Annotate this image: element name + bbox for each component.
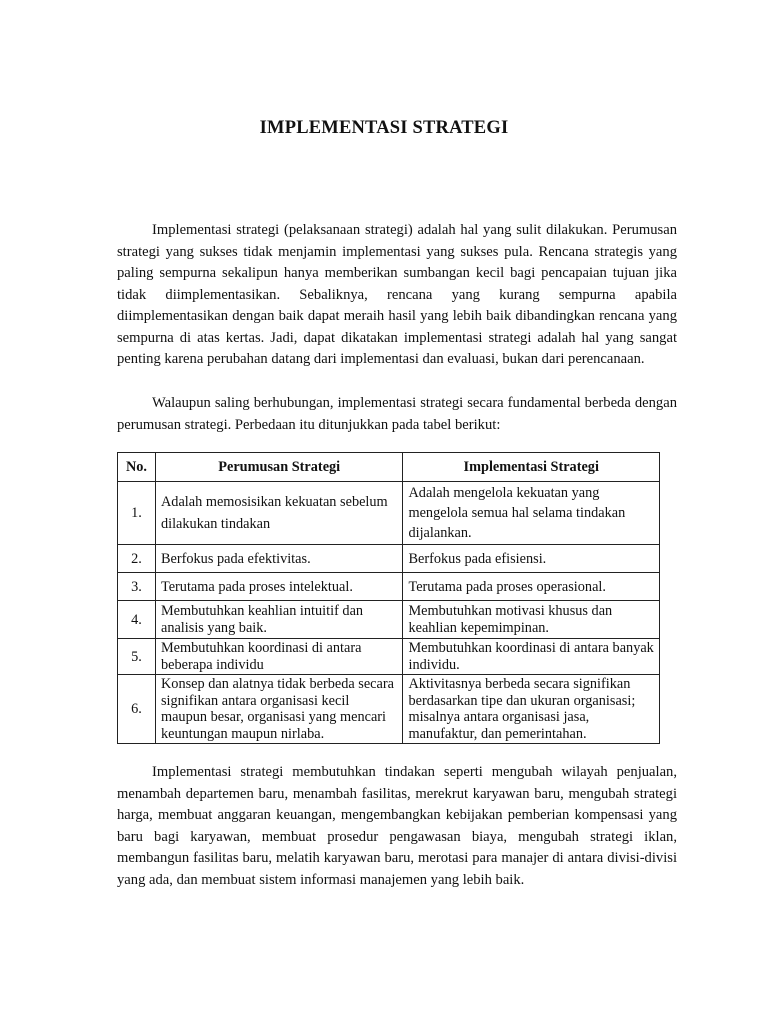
row-number: 2.	[118, 545, 156, 573]
implementasi-cell: Aktivitasnya berbeda secara signifikan berdasarkan tipe dan ukuran organisasi; misalnya antara organisasi jasa, manufaktur, dan pemerintahan.	[403, 675, 660, 744]
row-number: 5.	[118, 639, 156, 675]
implementasi-cell: Adalah mengelola kekuatan yang mengelola semua hal selama tindakan dijalankan.	[403, 482, 660, 545]
table-row	[118, 639, 660, 675]
header-implementasi: Implementasi Strategi	[403, 453, 660, 482]
implementasi-cell: Membutuhkan koordinasi di antara banyak individu.	[403, 639, 660, 675]
table-row	[118, 573, 660, 601]
table-row	[118, 545, 660, 573]
table-row	[118, 601, 660, 639]
perumusan-cell: Konsep dan alatnya tidak berbeda secara signifikan antara organisasi kecil maupun besar, organisasi yang mencari keuntungan maupun nirlaba.	[155, 675, 403, 744]
row-number: 1.	[118, 482, 156, 545]
implementasi-cell: Membutuhkan motivasi khusus dan keahlian kepemimpinan.	[403, 601, 660, 639]
row-number: 3.	[118, 573, 156, 601]
page-title: IMPLEMENTASI STRATEGI	[259, 118, 509, 138]
perumusan-cell: Membutuhkan koordinasi di antara beberapa individu	[155, 639, 403, 675]
table-header-row	[118, 453, 660, 482]
header-no: No.	[118, 453, 156, 482]
implementasi-cell: Berfokus pada efisiensi.	[403, 545, 660, 573]
perumusan-cell: Terutama pada proses intelektual.	[155, 573, 403, 601]
row-number: 6.	[118, 675, 156, 744]
table-row	[118, 675, 660, 744]
intro-paragraph: Implementasi strategi (pelaksanaan strategi) adalah hal yang sulit dilakukan. Perumusan strategi yang sukses tidak menjamin implementasi yang sukses pula. Rencana strategis yang paling sempurna sekalipun hanya memberikan sumbangan kecil bagi pencapaian tujuan jika tidak diimplementasikan. Sebaliknya, rencana yang kurang sempurna apabila diimplementasikan dengan baik dapat meraih hasil yang lebih baik dibandingkan rencana yang sempurna di atas kertas. Jadi, dapat dikatakan implementasi strategi adalah hal yang sangat penting karena perubahan datang dari implementasi dan evaluasi, bukan dari perencanaan.	[117, 222, 677, 367]
implementasi-cell: Terutama pada proses operasional.	[403, 573, 660, 601]
perumusan-cell: Berfokus pada efektivitas.	[155, 545, 403, 573]
header-perumusan: Perumusan Strategi	[155, 453, 403, 482]
perumusan-cell: Adalah memosisikan kekuatan sebelum dilakukan tindakan	[155, 482, 403, 545]
table-row	[118, 482, 660, 545]
perumusan-cell: Membutuhkan keahlian intuitif dan analisis yang baik.	[155, 601, 403, 639]
comparison-table	[117, 452, 660, 744]
row-number: 4.	[118, 601, 156, 639]
actions-paragraph: Implementasi strategi membutuhkan tindakan seperti mengubah wilayah penjualan, menambah departemen baru, menambah fasilitas, merekrut karyawan baru, mengubah strategi harga, membuat anggaran keuangan, mengembangkan kebijakan pemberian kompensasi yang baru bagi karyawan, membuat prosedur pengawasan biaya, mengubah strategi iklan, membangun fasilitas baru, melatih karyawan baru, merotasi para manajer di antara divisi-divisi yang ada, dan membuat sistem informasi manajemen yang lebih baik.	[117, 764, 677, 888]
comparison-intro-paragraph: Walaupun saling berhubungan, implementasi strategi secara fundamental berbeda dengan perumusan strategi. Perbedaan itu ditunjukkan pada tabel berikut:	[117, 395, 677, 433]
